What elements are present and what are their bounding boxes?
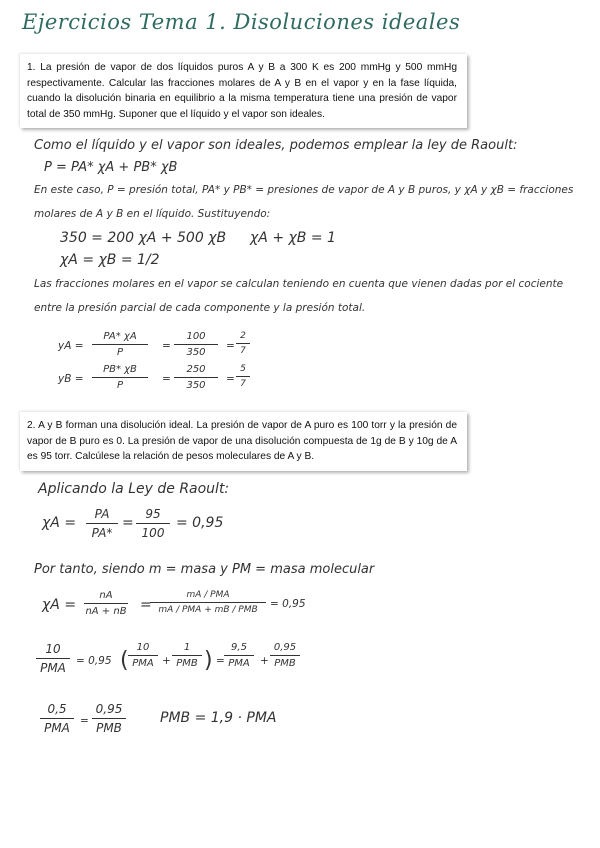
p2-final-result: PMB = 1,9 · PMA	[160, 710, 277, 726]
p1-ya-den: P	[116, 347, 124, 358]
p2-chia-result: = 0,95	[176, 515, 224, 531]
p2-intro: Aplicando la Ley de Raoult:	[38, 481, 230, 497]
p2-eq3-mid: = 0,95	[76, 655, 112, 667]
p1-yb-num: PB* χB	[103, 364, 137, 375]
p1-yb-fraction-1	[92, 364, 148, 391]
p1-yb-eq: =	[162, 373, 171, 385]
p1-raoult-equation: P = PA* χA + PB* χB	[44, 160, 178, 175]
p1-ya-fraction-2	[174, 331, 218, 358]
p2-chia2-result: = 0,95	[270, 598, 306, 610]
p2-chia-eq: =	[122, 515, 134, 531]
p1-ya-label: yA =	[58, 340, 84, 352]
p2-chia2-eq: =	[140, 597, 152, 613]
p1-ya-eq: =	[162, 340, 171, 352]
p1-yb-den: P	[116, 380, 124, 391]
p2-eq3-fraction-1	[36, 642, 70, 675]
p2-eq3-fraction-3	[172, 642, 202, 669]
p2-eq3-in-den1: PMA	[132, 658, 154, 669]
p2-eq3-fraction-4	[224, 642, 254, 669]
p1-ya-num3: 2	[240, 331, 246, 341]
p2-eq4-den2: PMB	[96, 721, 122, 735]
p2-chia2-den2: mA / PMA + mB / PMB	[158, 605, 258, 615]
p2-eq4-num: 0,5	[47, 702, 67, 716]
p2-chia2-fraction-1	[84, 590, 128, 617]
problem-2-statement: 2. A y B forman una disolución ideal. La presión de vapor de A puro es 100 torr y la presión de vapor de B puro es 0. La presión de vapor de una disolución compuesta de 1g de B y 10g de A es 95 torr. Calcúlese la relación de pesos moleculares de A y B.	[20, 412, 467, 471]
p2-eq4-eq: =	[80, 715, 89, 727]
p2-eq4-fraction-2	[92, 702, 126, 735]
p2-chia2-fraction-2	[150, 590, 266, 615]
page-title: Ejercicios Tema 1. Disoluciones ideales	[22, 10, 461, 34]
p2-eq3-fraction-2	[128, 642, 158, 669]
p1-yb-label: yB =	[58, 373, 84, 385]
p2-eq3-in-num2: 1	[183, 642, 191, 653]
p2-eq3-num: 10	[45, 642, 61, 656]
p2-chia2-den: nA + nB	[85, 606, 127, 617]
p2-eq3-plus: +	[162, 655, 171, 667]
p1-explanation-line-1: En este caso, P = presión total, PA* y PB* = presiones de vapor de A y B puros, y χA y χB = fracciones	[34, 184, 574, 196]
p2-chia-num: PA	[94, 507, 110, 521]
p1-result-liquid: χA = χB = 1/2	[60, 252, 160, 268]
p1-ya-eq2: =	[226, 340, 235, 352]
p1-yb-eq2: =	[226, 373, 235, 385]
p2-eq3-den5: PMB	[274, 658, 296, 669]
p1-yb-num2: 250	[186, 364, 206, 375]
p2-eq3-in-den2: PMB	[176, 658, 198, 669]
p2-chia-num2: 95	[145, 507, 161, 521]
p1-vapor-line-2: entre la presión parcial de cada componente y la presión total.	[34, 302, 366, 314]
p1-yb-den2: 350	[186, 380, 206, 391]
p1-yb-num3: 5	[240, 364, 246, 374]
p2-eq3-eq: =	[216, 655, 225, 667]
p2-eq3-den4: PMA	[228, 658, 250, 669]
p2-eq3-fraction-5	[270, 642, 300, 669]
p2-eq3-close-paren: )	[204, 648, 213, 673]
p2-eq4-den: PMA	[44, 721, 70, 735]
p2-eq4-fraction-1	[40, 702, 74, 735]
p2-chia-fraction-2	[136, 507, 170, 540]
p1-ya-den3: 7	[240, 346, 246, 356]
p1-ya-den2: 350	[186, 347, 206, 358]
p1-sum-condition: χA + χB = 1	[250, 230, 336, 246]
p2-eq3-num5: 0,95	[273, 642, 297, 653]
p1-ya-num2: 100	[186, 331, 206, 342]
p1-yb-fraction-2	[174, 364, 218, 391]
p2-chia-den: PA*	[91, 526, 113, 540]
p2-eq4-num2: 0,95	[95, 702, 123, 716]
p1-ya-num: PA* χA	[103, 331, 137, 342]
p2-eq3-num4: 9,5	[231, 642, 247, 653]
p2-eq3-in-num1: 10	[136, 642, 150, 653]
p1-ya-fraction-3	[236, 331, 250, 356]
p1-vapor-line-1: Las fracciones molares en el vapor se calculan teniendo en cuenta que vienen dadas por el cociente	[34, 278, 564, 290]
p2-eq3-den: PMA	[40, 661, 66, 675]
p1-yb-fraction-3	[236, 364, 250, 389]
problem-1-statement: 1. La presión de vapor de dos líquidos puros A y B a 300 K es 200 mmHg y 500 mmHg respectivamente. Calcular las fracciones molares de A y B en el vapor y en la fase líquida, cuando la disolución binaria en equilibrio a la misma temperatura tiene una presión de vapor total de 350 mmHg. Suponer que el líquido y el vapor son ideales.	[20, 54, 467, 128]
p2-chia2-label: χA =	[42, 597, 77, 613]
p1-substitution: 350 = 200 χA + 500 χB	[60, 230, 227, 246]
p1-yb-den3: 7	[240, 379, 246, 389]
p2-chia-fraction-1	[86, 507, 118, 540]
p2-chia-den2: 100	[141, 526, 165, 540]
p2-eq3-open-paren: (	[120, 648, 129, 673]
p2-por-tanto: Por tanto, siendo m = masa y PM = masa molecular	[34, 562, 375, 577]
p2-eq3-plus2: +	[260, 655, 269, 667]
p1-ya-fraction-1	[92, 331, 148, 358]
p1-intro: Como el líquido y el vapor son ideales, podemos emplear la ley de Raoult:	[34, 138, 518, 153]
p1-explanation-line-2: molares de A y B en el líquido. Sustituyendo:	[34, 208, 271, 220]
p2-chia2-num: nA	[99, 590, 113, 601]
p2-chia-label: χA =	[42, 515, 77, 531]
p2-chia2-num2: mA / PMA	[186, 590, 230, 600]
